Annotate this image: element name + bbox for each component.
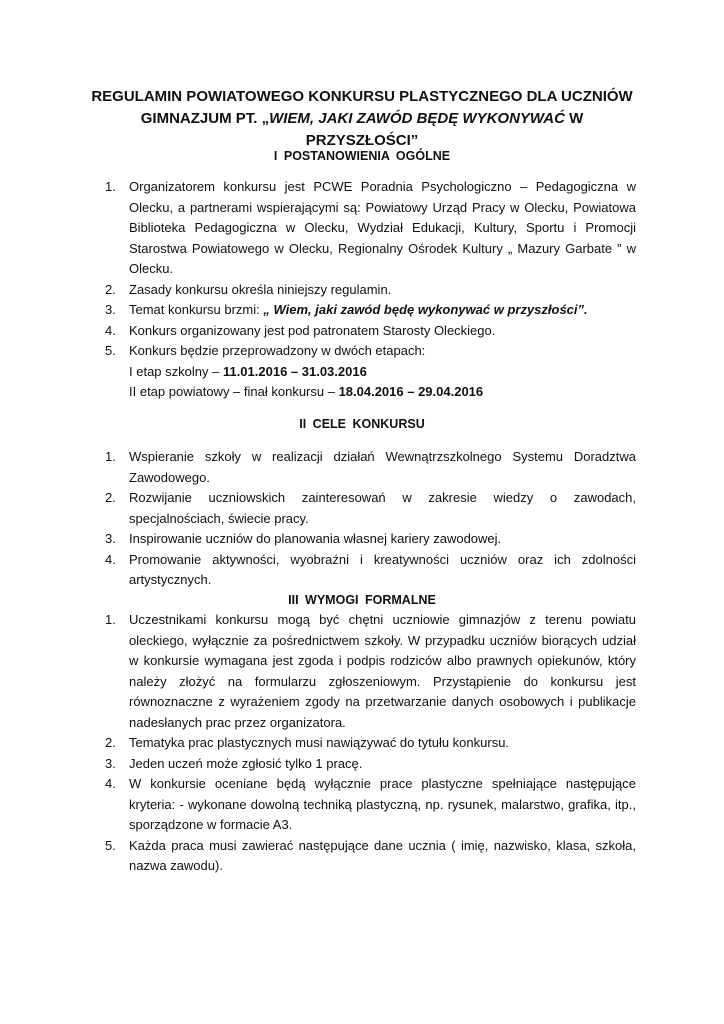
list-item: 1. Uczestnikami konkursu mogą być chętni uczniowie gimnazjów z terenu powiatu oleckiego, wyłącznie za pośrednictwem szkoły. W przypadku uczniów biorących udział w konkursie wymagana jest zgoda i podpis rodziców albo prawnych opiekunów, który należy złożyć na formularzu zgłoszeniowym. Przystąpienie do konkursu jest równoznaczne z wyrażeniem zgody na przetwarzanie danych osobowych i publikacje nadesłanych prac przez organizatora. <box>105 612 636 730</box>
list-item: 3. Inspirowanie uczniów do planowania własnej kariery zawodowej. <box>105 531 502 546</box>
list-item: 1. Wspieranie szkoły w realizacji działań Wewnątrzszkolnego Systemu Doradztwa Zawodowego. <box>105 449 636 485</box>
section-2-heading: II CELE KONKURSU <box>299 417 425 431</box>
title-suffix: W PRZYSZŁOŚCI” <box>305 110 584 149</box>
contest-theme: „ Wiem, jaki zawód będę wykonywać w przyszłości”. <box>263 302 588 317</box>
list-item: 1. Organizatorem konkursu jest PCWE Poradnia Psychologiczno – Pedagogiczna w Olecku, a partnerami wspierającymi są: Powiatowy Urząd Pracy w Olecku, Powiatowa Biblioteka Pedagogiczna w Olecku, Wydział Edukacji, Kultury, Sportu i Promocji Starostwa Powiatowego w Olecku, Regionalny Ośrodek Kultury „ Mazury Garbate ” w Olecku. <box>105 179 636 276</box>
list-item: 5. Każda praca musi zawierać następujące dane ucznia ( imię, nazwisko, klasa, szkoła, nazwa zawodu). <box>105 837 636 873</box>
list-item: 2. Tematyka prac plastycznych musi nawiązywać do tytułu konkursu. <box>105 735 510 750</box>
stage-1: I etap szkolny – 11.01.2016 – 31.03.2016 <box>129 363 367 379</box>
list-item: 3. Temat konkursu brzmi: „ Wiem, jaki zawód będę wykonywać w przyszłości”. <box>105 302 588 317</box>
title-contest-theme: WIEM, JAKI ZAWÓD BĘDĘ WYKONYWAĆ <box>269 110 565 127</box>
title-line-2 <box>88 108 636 152</box>
list-item: 2. Rozwijanie uczniowskich zainteresowań w zakresie wiedzy o zawodach, specjalnościach, świecie pracy. <box>105 490 636 526</box>
section-1-list <box>105 177 636 403</box>
section-3-list <box>105 610 636 877</box>
stage-1-dates: 11.01.2016 – 31.03.2016 <box>222 363 367 379</box>
list-item: 3. Jeden uczeń może zgłosić tylko 1 pracę. <box>105 755 363 771</box>
section-1-heading: I POSTANOWIENIA OGÓLNE <box>273 149 451 163</box>
list-item: 2. Zasady konkursu określa niniejszy regulamin. <box>105 281 392 297</box>
section-2-list <box>105 447 636 591</box>
list-item: 4. W konkursie oceniane będą wyłącznie prace plastyczne spełniające następujące kryteria: - wykonane dowolną techniką plastyczną, np. rysunek, malarstwo, grafika, itp., sporządzone w formacie A3. <box>105 776 636 832</box>
document-title <box>88 86 636 152</box>
section-3-heading: III WYMOGI FORMALNE <box>288 593 436 607</box>
stage-2-dates: 18.04.2016 – 29.04.2016 <box>338 384 484 399</box>
stage-2: II etap powiatowy – finał konkursu – 18.04.2016 – 29.04.2016 <box>129 384 484 399</box>
list-item: 4. Promowanie aktywności, wyobraźni i kreatywności uczniów oraz ich zdolności artystycznych. <box>105 551 636 587</box>
list-item: 5. Konkurs będzie przeprowadzony w dwóch etapach: I etap szkolny – 11.01.2016 – 31.03.2016 II etap powiatowy – finał konkursu – 18.04.2016 – 29.04.2016 <box>105 341 636 403</box>
title-line-1: REGULAMIN POWIATOWEGO KONKURSU PLASTYCZNEGO DLA UCZNIÓW <box>91 88 633 105</box>
list-item: 4. Konkurs organizowany jest pod patronatem Starosty Oleckiego. <box>105 322 496 338</box>
title-prefix: GIMNAZJUM PT. „ <box>140 110 270 127</box>
